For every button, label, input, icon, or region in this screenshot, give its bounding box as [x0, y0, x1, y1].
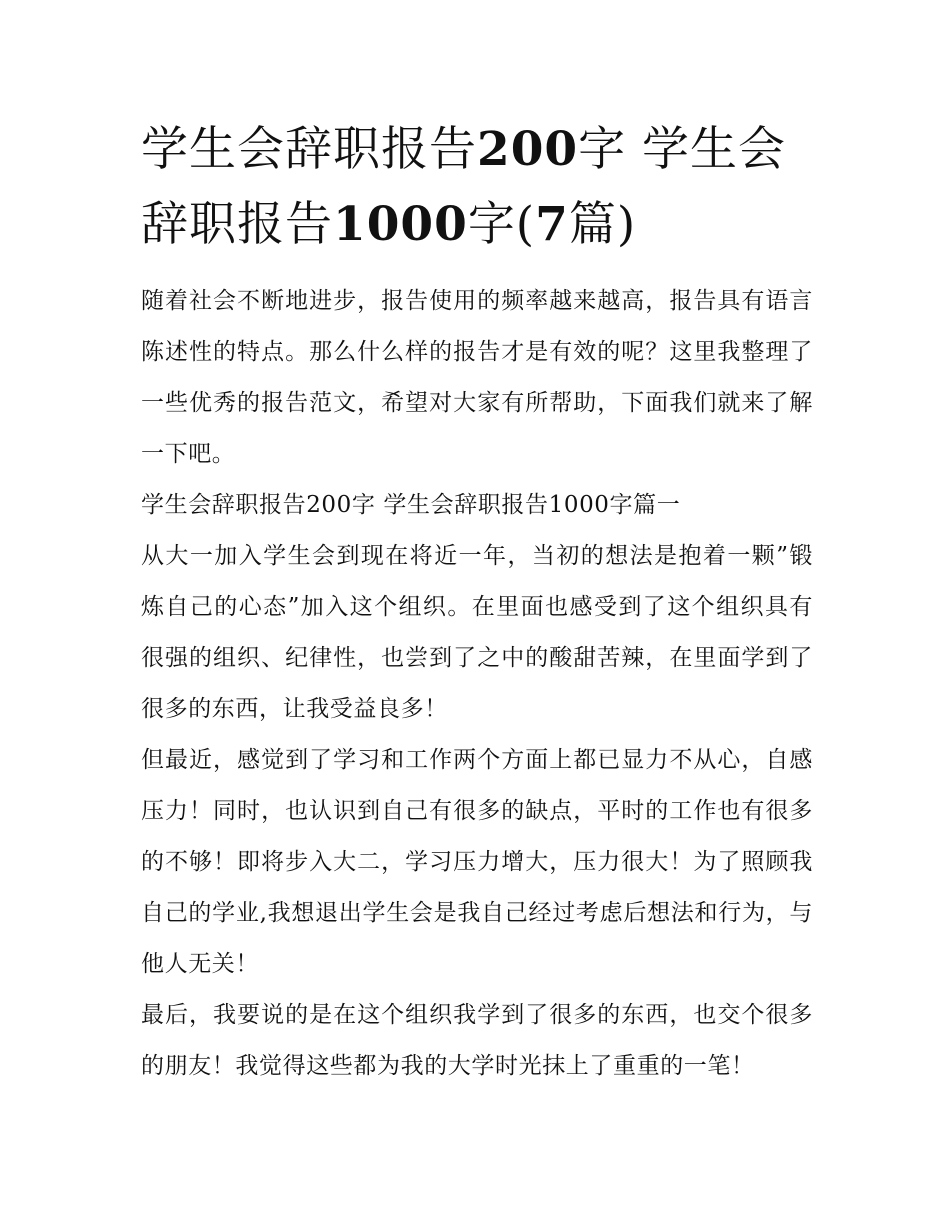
body-paragraph: 最后，我要说的是在这个组织我学到了很多的东西，也交个很多的朋友！我觉得这些都为我的大学时光抹上了重重的一笔！ [141, 1002, 813, 1079]
title-text-2: 字 学生会辞职报告 [141, 122, 787, 252]
title-text-1: 学生会辞职报告 [141, 122, 477, 177]
document-title [141, 112, 813, 262]
title-number-3: 7 [535, 197, 569, 252]
body-paragraph: 但最近，感觉到了学习和工作两个方面上都已显力不从心，自感压力！同时，也认识到自己有很多的缺点，平时的工作也有很多的不够！即将步入大二，学习压力增大，压力很大！为了照顾我自己的学业,我想退出学生会是我自己经过考虑后想法和行为，与他人无关！ [141, 747, 813, 977]
title-number-2: 1000 [333, 197, 468, 252]
title-text-4: 篇) [568, 197, 637, 252]
section-heading: 学生会辞职报告200字 学生会辞职报告1000字篇一 [141, 492, 681, 518]
body-paragraph: 从大一加入学生会到现在将近一年，当初的想法是抱着一颗”锻炼自己的心态”加入这个组织。在里面也感受到了这个组织具有很强的组织、纪律性，也尝到了之中的酸甜苦辣，在里面学到了很多的东西，让我受益良多！ [141, 543, 813, 722]
intro-paragraph: 随着社会不断地进步，报告使用的频率越来越高，报告具有语言陈述性的特点。那么什么样的报告才是有效的呢？这里我整理了一些优秀的报告范文，希望对大家有所帮助，下面我们就来了解一下吧。 [141, 288, 813, 467]
title-number-1: 200 [477, 122, 579, 177]
title-text-3: 字( [467, 197, 536, 252]
document-page [141, 112, 813, 1092]
